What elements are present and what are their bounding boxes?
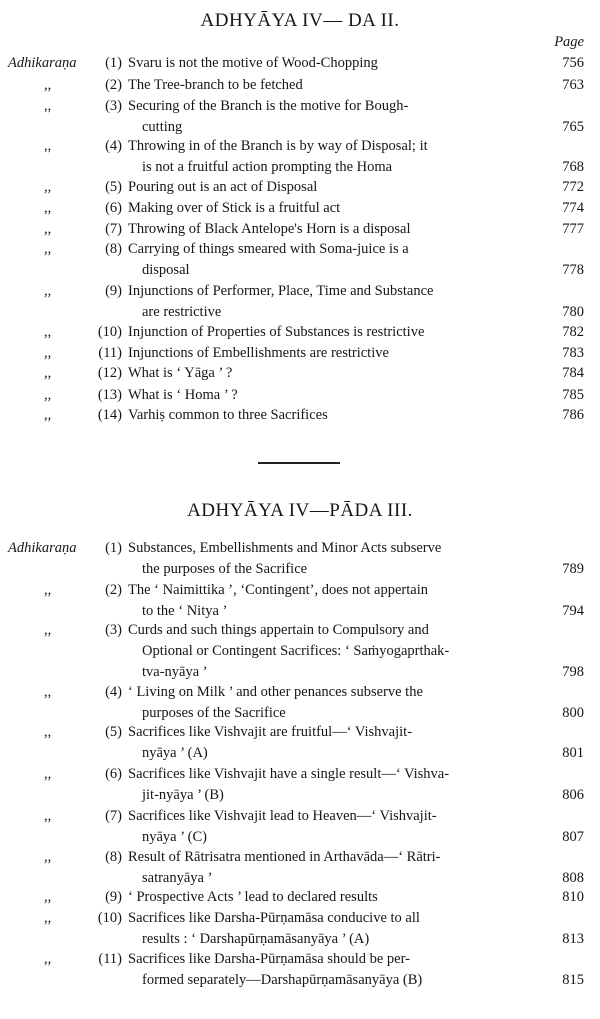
entry-number: (11) — [98, 345, 122, 361]
toc-entry — [0, 682, 600, 724]
entry-number: (5) — [105, 179, 122, 195]
entry-prefix: ,, — [44, 138, 52, 154]
entry-prefix: ,, — [44, 849, 52, 865]
entry-page-number: 798 — [562, 664, 584, 680]
entry-prefix: ,, — [44, 622, 52, 638]
entry-prefix: ,, — [44, 179, 52, 195]
entry-page-number: 801 — [562, 745, 584, 761]
toc-entry — [0, 177, 600, 198]
page-column-label: Page — [554, 34, 584, 50]
entry-title-line: to the ‘ Nitya ’ — [142, 603, 228, 619]
entry-page-number: 815 — [562, 972, 584, 988]
entry-title-line: tva-nyāya ’ — [142, 664, 208, 680]
toc-entry — [0, 538, 600, 580]
entry-page-number: 806 — [562, 787, 584, 803]
entry-title-line: Making over of Stick is a fruitful act — [128, 200, 341, 216]
entry-title-line: disposal — [142, 262, 190, 278]
entry-number: (12) — [97, 365, 122, 381]
entry-page-number: 780 — [562, 304, 584, 320]
toc-entry — [0, 764, 600, 806]
entry-number: (7) — [105, 221, 122, 237]
entry-title-line: Carrying of things smeared with Soma-juice is a — [128, 241, 409, 257]
entry-page-number: 763 — [562, 77, 584, 93]
entry-title-line: Result of Rātrisatra mentioned in Arthavāda—‘ Rātri- — [128, 849, 441, 865]
toc-entry — [0, 385, 600, 406]
entry-prefix: ,, — [44, 324, 52, 340]
entry-title-line: nyāya ’ (C) — [142, 829, 207, 845]
entry-title-line: Injunctions of Performer, Place, Time and Substance — [128, 283, 434, 299]
entry-prefix: ,, — [44, 407, 52, 423]
entry-page-number: 813 — [562, 931, 584, 947]
entry-page-number: 785 — [562, 387, 584, 403]
entry-title-line: Sacrifices like Darsha-Pūrṇamāsa should be per- — [128, 951, 410, 967]
entry-title-line: nyāya ’ (A) — [142, 745, 208, 761]
entry-number: (8) — [105, 849, 122, 865]
entry-title-line: The ‘ Naimittika ’, ‘Contingent’, does not appertain — [128, 582, 428, 598]
entry-prefix: ,, — [44, 283, 52, 299]
entry-number: (6) — [105, 766, 122, 782]
entry-prefix: ,, — [44, 365, 52, 381]
entry-page-number: 807 — [562, 829, 584, 845]
entry-title-line: Varhiṣ common to three Sacrifices — [128, 407, 328, 423]
entry-title-line: ‘ Prospective Acts ’ lead to declared results — [128, 889, 378, 905]
toc-entry — [0, 75, 600, 96]
entry-title-line: Sacrifices like Darsha-Pūrṇamāsa conducive to all — [128, 910, 420, 926]
entry-number: (10) — [97, 324, 122, 340]
entry-title-line: jit-nyāya ’ (B) — [142, 787, 224, 803]
entry-prefix: ,, — [44, 98, 52, 114]
entry-title-line: the purposes of the Sacrifice — [142, 561, 308, 577]
entry-number: (3) — [105, 98, 122, 114]
entry-title-line: What is ‘ Homa ’ ? — [128, 387, 238, 403]
section1-heading: ADHYĀYA IV— DA II. — [200, 10, 400, 31]
entry-title-line: Sacrifices like Vishvajit lead to Heaven—‘ Vishvajit- — [128, 808, 437, 824]
entry-prefix: ,, — [44, 724, 52, 740]
entry-page-number: 786 — [562, 407, 584, 423]
toc-entry — [0, 136, 600, 178]
entry-prefix: ,, — [44, 910, 52, 926]
toc-entry — [0, 198, 600, 219]
toc-entry — [0, 722, 600, 764]
entry-page-number: 800 — [562, 705, 584, 721]
entry-number: (6) — [105, 200, 122, 216]
entry-prefix: ,, — [44, 808, 52, 824]
entry-page-number: 810 — [562, 889, 584, 905]
toc-entry — [0, 53, 600, 74]
entry-number: (7) — [105, 808, 122, 824]
toc-entry — [0, 887, 600, 908]
section-separator — [258, 462, 340, 464]
entry-number: (13) — [97, 387, 122, 403]
entry-page-number: 768 — [562, 159, 584, 175]
entry-page-number: 794 — [562, 603, 584, 619]
entry-prefix: ,, — [44, 77, 52, 93]
entry-number: (2) — [105, 77, 122, 93]
entry-prefix: ,, — [44, 345, 52, 361]
toc-entry — [0, 806, 600, 848]
entry-number: (1) — [105, 55, 122, 71]
entry-prefix: ,, — [44, 221, 52, 237]
entry-prefix: Adhikaraṇa — [8, 55, 77, 71]
toc-entry — [0, 219, 600, 240]
entry-prefix: ,, — [44, 684, 52, 700]
entry-number: (14) — [97, 407, 122, 423]
toc-entry — [0, 620, 600, 683]
entry-prefix: Adhikaraṇa — [8, 540, 77, 556]
entry-title-line: cutting — [142, 119, 183, 135]
entry-title-line: Injunction of Properties of Substances is restrictive — [128, 324, 425, 340]
entry-number: (10) — [97, 910, 122, 926]
entry-title-line: Securing of the Branch is the motive for Bough- — [128, 98, 409, 114]
toc-entry — [0, 96, 600, 138]
entry-page-number: 778 — [562, 262, 584, 278]
entry-page-number: 777 — [562, 221, 584, 237]
entry-title-line: The Tree-branch to be fetched — [128, 77, 303, 93]
entry-page-number: 772 — [562, 179, 584, 195]
entry-title-line: Svaru is not the motive of Wood-Chopping — [128, 55, 378, 71]
entry-prefix: ,, — [44, 582, 52, 598]
entry-prefix: ,, — [44, 951, 52, 967]
toc-entry — [0, 239, 600, 281]
entry-title-line: Optional or Contingent Sacrifices: ‘ Saṁyogaprthak- — [142, 643, 450, 659]
entry-number: (2) — [105, 582, 122, 598]
entry-number: (4) — [105, 138, 122, 154]
toc-entry — [0, 847, 600, 889]
toc-entry — [0, 322, 600, 343]
entry-number: (9) — [105, 283, 122, 299]
entry-title-line: satranyāya ’ — [142, 870, 213, 886]
entry-number: (9) — [105, 889, 122, 905]
toc-entry — [0, 949, 600, 991]
entry-title-line: results : ‘ Darshapūrṇamāsanyāya ’ (A) — [142, 931, 370, 947]
entry-page-number: 765 — [562, 119, 584, 135]
entry-title-line: Curds and such things appertain to Compulsory and — [128, 622, 429, 638]
entry-title-line: Substances, Embellishments and Minor Acts subserve — [128, 540, 442, 556]
section2-heading: ADHYĀYA IV—PĀDA III. — [187, 500, 413, 521]
entry-page-number: 756 — [562, 55, 584, 71]
entry-title-line: are restrictive — [142, 304, 222, 320]
entry-number: (11) — [98, 951, 122, 967]
entry-title-line: Throwing in of the Branch is by way of Disposal; it — [128, 138, 428, 154]
entry-prefix: ,, — [44, 387, 52, 403]
entry-page-number: 789 — [562, 561, 584, 577]
entry-page-number: 783 — [562, 345, 584, 361]
toc-entry — [0, 343, 600, 364]
entry-prefix: ,, — [44, 889, 52, 905]
entry-title-line: is not a fruitful action prompting the Homa — [142, 159, 393, 175]
toc-entry — [0, 580, 600, 622]
entry-page-number: 782 — [562, 324, 584, 340]
entry-title-line: Throwing of Black Antelope's Horn is a disposal — [128, 221, 411, 237]
entry-title-line: Pouring out is an act of Disposal — [128, 179, 318, 195]
entry-title-line: Injunctions of Embellishments are restrictive — [128, 345, 389, 361]
entry-title-line: formed separately—Darshapūrṇamāsanyāya (B) — [142, 972, 423, 988]
entry-number: (1) — [105, 540, 122, 556]
toc-entry — [0, 908, 600, 950]
entry-title-line: What is ‘ Yāga ’ ? — [128, 365, 233, 381]
entry-title-line: ‘ Living on Milk ’ and other penances subserve the — [128, 684, 423, 700]
entry-page-number: 774 — [562, 200, 584, 216]
entry-page-number: 784 — [562, 365, 584, 381]
entry-prefix: ,, — [44, 200, 52, 216]
entry-title-line: Sacrifices like Vishvajit have a single result—‘ Vishva- — [128, 766, 450, 782]
entry-title-line: Sacrifices like Vishvajit are fruitful—‘ Vishvajit- — [128, 724, 413, 740]
entry-number: (8) — [105, 241, 122, 257]
entry-title-line: purposes of the Sacrifice — [142, 705, 286, 721]
entry-page-number: 808 — [562, 870, 584, 886]
toc-entry — [0, 405, 600, 426]
toc-entry — [0, 281, 600, 323]
entry-number: (4) — [105, 684, 122, 700]
entry-number: (5) — [105, 724, 122, 740]
entry-prefix: ,, — [44, 241, 52, 257]
toc-entry — [0, 363, 600, 384]
entry-number: (3) — [105, 622, 122, 638]
entry-prefix: ,, — [44, 766, 52, 782]
